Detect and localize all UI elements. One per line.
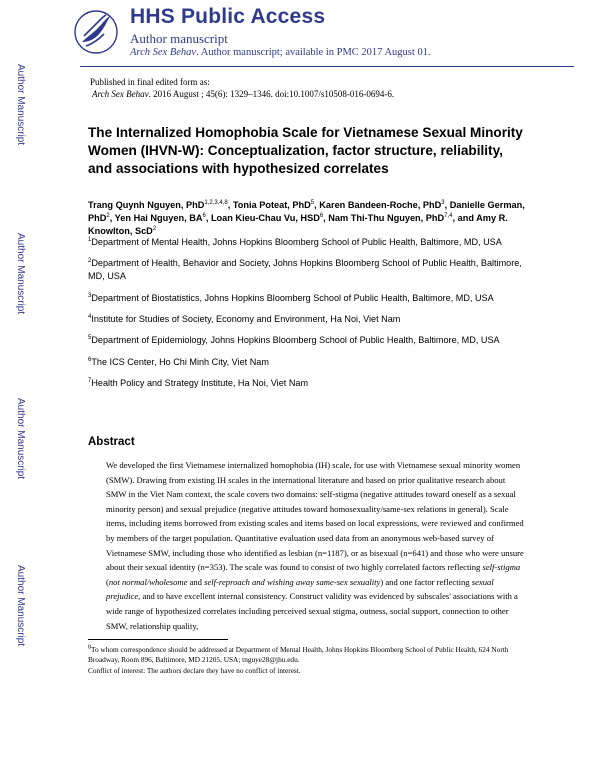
affiliation-item: [88, 313, 528, 326]
author-affiliation-marker: 1,2,3,4,8: [204, 199, 228, 206]
header-title: HHS Public Access: [130, 5, 326, 28]
affiliation-number: 1: [88, 236, 92, 243]
author-separator: ,: [314, 200, 320, 210]
conflict-note: Conflict of interest: The authors declare they have no conflict of interest.: [88, 666, 301, 675]
abstract-paragraph: [106, 458, 526, 633]
affiliation-number: 2: [88, 258, 92, 265]
affiliation-text: Department of Mental Health, Johns Hopkins Bloomberg School of Public Health, Baltimore, MD, USA: [91, 237, 502, 247]
author-name: Karen Bandeen-Roche, PhD: [319, 200, 442, 210]
author-separator: , and: [452, 213, 477, 223]
affiliation-number: 7: [88, 378, 92, 385]
header-source: [130, 47, 431, 58]
author-separator: ,: [205, 213, 211, 223]
abstract-emphasis: self-reproach and wishing away same-sex sexuality: [204, 576, 381, 587]
footnote-divider: [88, 639, 228, 640]
header-divider: [80, 66, 574, 67]
author-separator: ,: [444, 200, 450, 210]
abstract-body: [106, 458, 526, 633]
article-title: The Internalized Homophobia Scale for Vietnamese Sexual Minority Women (IHVN-W): Conceptualization, factor structure, reliability, and associations with hypothesized correlates: [88, 125, 523, 176]
affiliation-text: The ICS Center, Ho Chi Minh City, Viet Nam: [91, 356, 269, 367]
affiliation-number: 3: [88, 292, 92, 299]
affiliation-number: 6: [88, 356, 92, 363]
affiliation-number: 5: [88, 335, 92, 342]
affiliation-item: [88, 292, 528, 305]
abstract-text: and: [187, 576, 205, 587]
affiliation-text: Department of Biostatistics, Johns Hopkins Bloomberg School of Public Health, Baltimore, MD, USA: [91, 292, 494, 303]
publication-journal: Arch Sex Behav: [92, 89, 149, 99]
footnotes: [88, 645, 528, 677]
author-name: Amy R. Knowlton, ScD: [88, 213, 508, 236]
abstract-emphasis: self-stigma: [482, 562, 521, 573]
author-separator: ,: [109, 213, 115, 223]
abstract-text: (: [106, 576, 109, 587]
header-source-text: . Author manuscript; available in PMC 2017 August 01.: [196, 47, 431, 58]
abstract-emphasis: sexual prejudice: [106, 576, 494, 602]
affiliation-text: Department of Health, Behavior and Society, Johns Hopkins Bloomberg School of Public Health, Baltimore, MD, USA: [88, 258, 522, 282]
affiliation-list: [88, 236, 528, 399]
author-name: Loan Kieu-Chau Vu, HSD: [210, 213, 320, 223]
author-separator: ,: [227, 200, 233, 210]
correspondence-text: To whom correspondence should be addressed at Department of Mental Health, Johns Hopkins Bloomberg School of Public Health, 624 North Broadway, Room 896, Baltimore, MD 21205, USA; tnguye28@jhu.edu.: [88, 645, 509, 664]
author-name: Danielle German, PhD: [88, 200, 525, 223]
author-separator: ,: [323, 213, 329, 223]
header-subtitle: Author manuscript: [130, 31, 228, 46]
author-affiliation-marker: 6: [202, 212, 206, 219]
affiliation-item: [88, 377, 528, 390]
hhs-logo: [74, 6, 118, 58]
publication-citation-text: . 2016 August ; 45(6): 1329–1346. doi:10.1007/s10508-016-0694-6.: [148, 89, 395, 99]
author-affiliation-marker: 7,4: [444, 212, 453, 219]
footnote-marker: 8: [88, 644, 91, 651]
affiliation-item: [88, 356, 528, 369]
abstract-emphasis: not normal/wholesome: [108, 576, 188, 587]
sidebar-label-1: Author Manuscript: [15, 64, 26, 146]
affiliation-number: 4: [88, 313, 92, 320]
sidebar-label-3: Author Manuscript: [15, 398, 26, 480]
publication-citation: [90, 88, 560, 100]
sidebar-label-4: Author Manuscript: [15, 565, 26, 647]
author-affiliation-marker: 3: [441, 199, 445, 206]
author-affiliation-marker: 6: [319, 212, 324, 219]
affiliation-item: [88, 257, 528, 283]
affiliation-text: Department of Epidemiology, Johns Hopkins Bloomberg School of Public Health, Baltimore, MD, USA: [91, 335, 500, 346]
abstract-text: , and to have excellent internal consistency. Construct validity was evidenced by subscales' associations with a wide range of hypothesized correlates including perceived sexual stigma, outness, social support, connection to other SMW, relationship quality,: [106, 591, 518, 631]
header-journal: Arch Sex Behav: [130, 47, 197, 58]
affiliation-item: [88, 236, 528, 249]
author-list: [88, 199, 528, 238]
publication-info: [90, 76, 560, 100]
affiliation-text: Health Policy and Strategy Institute, Ha Noi, Viet Nam: [91, 378, 309, 389]
abstract-text: ) and one factor reflecting: [380, 576, 472, 587]
correspondence-note: [88, 645, 528, 665]
abstract-text: We developed the first Vietnamese internalized homophobia (IH) scale, for use with Vietnamese sexual minority women (SMW). Drawing from existing IH scales in the international literature and based on prior qualitative research about SMW in the Viet Nam context, the scale covers two domains: self-stigma (negative attitudes toward oneself as a sexual minority person) and sexual prejudice (negative attitudes toward homosexuality/same-sex relations in general). Scale items, including items borrowed from existing scales and items based on local expressions, were reviewed and confirmed by members of the target population. Quantitative evaluation used data from an anonymous web-based survey of Vietnamese SMW, including those who identified as lesbian (n=1187), or as bisexual (n=641) and those who were unsure about their sexual identity (n=353). The scale was found to consist of two highly correlated factors reflecting: [106, 460, 524, 573]
author-name: Nam Thi-Thu Nguyen, PhD: [328, 213, 445, 223]
affiliation-item: [88, 334, 528, 347]
author-affiliation-marker: 5: [310, 199, 315, 206]
author-affiliation-marker: 2: [152, 225, 157, 232]
sidebar-label-2: Author Manuscript: [15, 233, 26, 315]
author-name: Yen Hai Nguyen, BA: [114, 213, 203, 223]
affiliation-text: Institute for Studies of Society, Economy and Environment, Ha Noi, Viet Nam: [91, 313, 401, 324]
publication-line: Published in final edited form as:: [90, 77, 210, 87]
abstract-heading: Abstract: [88, 436, 135, 448]
author-affiliation-marker: 2: [106, 212, 110, 219]
author-name: Trang Quynh Nguyen, PhD: [88, 200, 205, 210]
author-name: Tonia Poteat, PhD: [232, 200, 311, 210]
